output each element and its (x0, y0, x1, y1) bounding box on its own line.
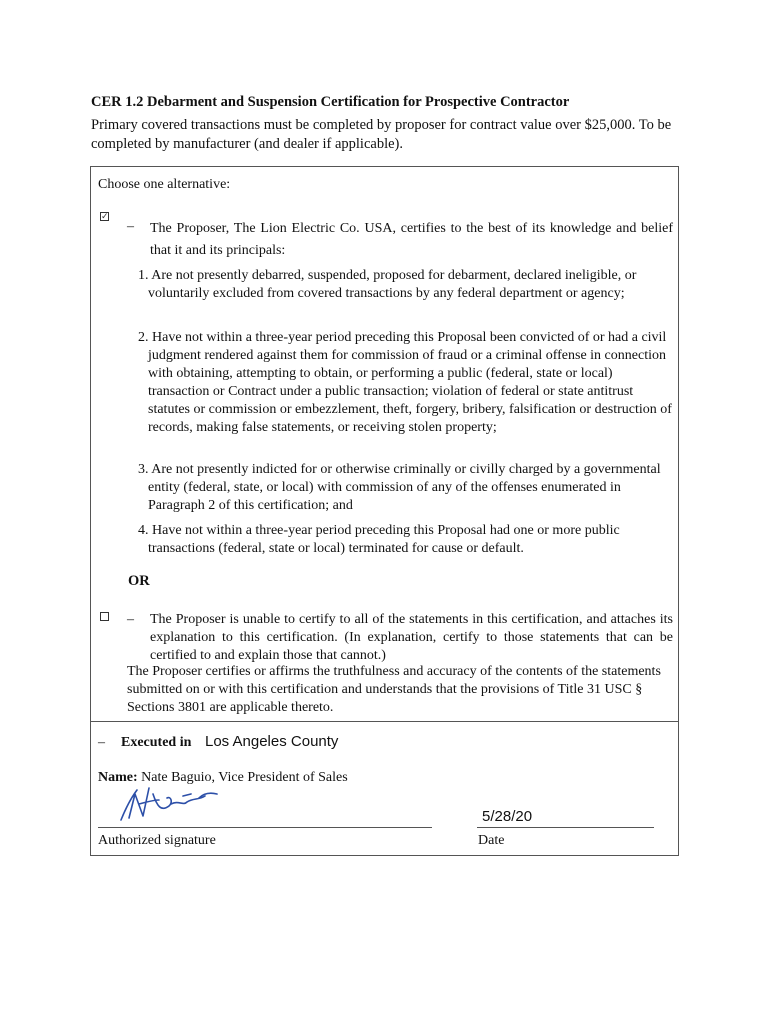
list-item: 4. Have not within a three-year period preceding this Proposal had one or more public transactions (federal, state or local) terminated for cause or default. (138, 523, 620, 556)
date-line (477, 827, 654, 828)
executed-location-field[interactable]: Los Angeles County (205, 733, 339, 750)
option1-text: The Proposer, The Lion Electric Co. USA, certifies to the best of its knowledge and belief that it and its principals: (150, 221, 673, 258)
checkmark-icon: ✓ (101, 211, 109, 221)
list-item: 1. Are not presently debarred, suspended, proposed for debarment, declared ineligible, or voluntarily excluded from covered transactions by any federal department or agency; (138, 268, 637, 301)
option1-dash: – (127, 219, 134, 234)
option1-checkbox[interactable] (100, 212, 109, 221)
intro-text: Primary covered transactions must be completed by proposer for contract value over $25,000. To be completed by manufacturer (and dealer if applicable). (91, 117, 672, 152)
handwritten-signature[interactable] (113, 784, 233, 824)
list-item: 3. Are not presently indicted for or otherwise criminally or civilly charged by a governmental entity (federal, state, or local) with commission of any of the offenses enumerated in Paragraph 2 of this certification; and (138, 462, 661, 513)
date-label: Date (478, 833, 505, 848)
page-title: CER 1.2 Debarment and Suspension Certification for Prospective Contractor (91, 94, 570, 110)
choose-label: Choose one alternative: (98, 177, 231, 192)
option2-text: The Proposer is unable to certify to all of the statements in this certification, and attaches its explanation to this certification. (In explanation, certify to those statements that can be certified to and explain those that cannot.) (150, 612, 673, 663)
option2-checkbox[interactable] (100, 612, 109, 621)
affirmation-text: The Proposer certifies or affirms the truthfulness and accuracy of the contents of the statements submitted on or with this certification and understands that the provisions of Title 31 USC § Sections 3801 are applicable thereto. (127, 664, 661, 715)
list-item: 2. Have not within a three-year period preceding this Proposal been convicted of or had a civil judgment rendered against them for commission of fraud or a criminal offense in connection with obtaining, attempting to obtain, or performing a public (federal, state or local) transaction or Contract under a public transaction; violation of federal or state antitrust statutes or commission or embezzlement, theft, forgery, bribery, falsification or destruction of records, making false statements, or receiving stolen property; (138, 330, 672, 435)
section-divider (91, 721, 678, 722)
date-field[interactable]: 5/28/20 (482, 808, 533, 825)
option2-dash: – (127, 612, 134, 627)
signature-line (98, 827, 432, 828)
signature-label: Authorized signature (98, 833, 216, 848)
name-label: Name: (98, 770, 138, 785)
or-separator: OR (128, 573, 150, 589)
certification-box (90, 166, 679, 856)
executed-label: Executed in (121, 735, 192, 750)
signature-graphic (113, 784, 233, 824)
executed-dash: – (98, 735, 105, 750)
name-field[interactable]: Nate Baguio, Vice President of Sales (141, 770, 348, 785)
